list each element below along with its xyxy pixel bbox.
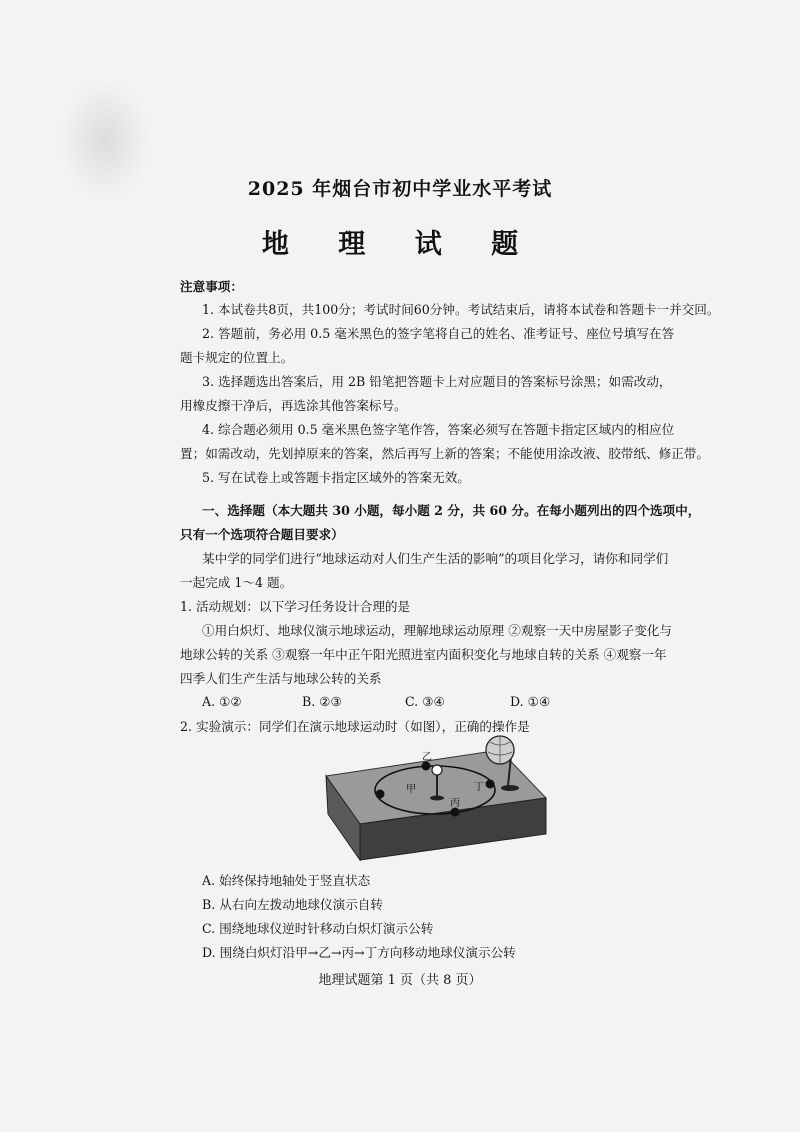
notice-line: 用橡皮擦干净后，再选涂其他答案标号。 xyxy=(180,398,407,413)
position-dot-ding xyxy=(486,780,495,789)
section-heading: 一、选择题（本大题共 30 小题，每小题 2 分，共 60 分。在每小题列出的四个选项中， xyxy=(202,503,701,518)
notice-line: 4. 综合题必须用 0.5 毫米黑色签字笔作答，答案必须写在答题卡指定区域内的相应位 xyxy=(202,422,675,437)
q1-option-c: C. ③④ xyxy=(405,694,445,709)
q1-stem: 1. 活动规划：以下学习任务设计合理的是 xyxy=(180,599,411,614)
earth-motion-figure xyxy=(320,728,552,863)
section-heading: 只有一个选项符合题目要求） xyxy=(180,527,344,542)
q2-option-a: A. 始终保持地轴处于竖直状态 xyxy=(202,873,371,888)
q2-option-d: D. 围绕白炽灯沿甲→乙→丙→丁方向移动地球仪演示公转 xyxy=(202,945,516,960)
q1-option-a: A. ①② xyxy=(202,694,242,709)
q2-option-b: B. 从右向左拨动地球仪演示自转 xyxy=(202,897,383,912)
notice-line: 2. 答题前，务必用 0.5 毫米黑色的签字笔将自己的姓名、准考证号、座位号填写在答 xyxy=(202,326,675,341)
q1-option-b: B. ②③ xyxy=(302,694,342,709)
notice-line: 3. 选择题选出答案后，用 2B 铅笔把答题卡上对应题目的答案标号涂黑；如需改动， xyxy=(202,374,672,389)
globe-base xyxy=(501,785,519,791)
exam-title: 2025 年烟台市初中学业水平考试 xyxy=(247,178,553,200)
notice-line: 置；如需改动，先划掉原来的答案，然后再写上新的答案；不能使用涂改液、胶带纸、修正带。 xyxy=(180,446,709,461)
label-ding: 丁 xyxy=(474,782,484,793)
q2-option-c: C. 围绕地球仪逆时针移动白炽灯演示公转 xyxy=(202,921,434,936)
label-yi: 乙 xyxy=(422,752,432,763)
section-intro: 某中学的同学们进行“地球运动对人们生产生活的影响”的项目化学习，请你和同学们 xyxy=(202,551,669,566)
lamp-base xyxy=(430,796,444,801)
q1-items: ①用白炽灯、地球仪演示地球运动，理解地球运动原理 ②观察一天中房屋影子变化与 xyxy=(202,623,672,638)
notice-line: 1. 本试卷共8页，共100分；考试时间60分钟。考试结束后，请将本试卷和答题卡一并交回。 xyxy=(202,302,720,317)
position-dot-jia xyxy=(376,790,385,799)
q1-items: 四季人们生产生活与地球公转的关系 xyxy=(180,671,382,686)
subject-title: 地 理 试 题 xyxy=(261,229,539,260)
lamp-bulb-icon xyxy=(432,765,442,775)
section-intro: 一起完成 1～4 题。 xyxy=(180,575,293,590)
q1-option-d: D. ①④ xyxy=(510,694,551,709)
notice-heading: 注意事项： xyxy=(180,279,243,294)
page-footer: 地理试题第 1 页（共 8 页） xyxy=(318,973,482,988)
notice-line: 题卡规定的位置上。 xyxy=(180,350,294,365)
label-bing: 丙 xyxy=(450,798,460,809)
notice-line: 5. 写在试卷上或答题卡指定区域外的答案无效。 xyxy=(202,470,470,485)
q1-items: 地球公转的关系 ③观察一年中正午阳光照进室内面积变化与地球自转的关系 ④观察一年 xyxy=(180,647,667,662)
label-jia: 甲 xyxy=(406,784,416,795)
q2-stem: 2. 实验演示：同学们在演示地球运动时（如图），正确的操作是 xyxy=(180,719,530,734)
